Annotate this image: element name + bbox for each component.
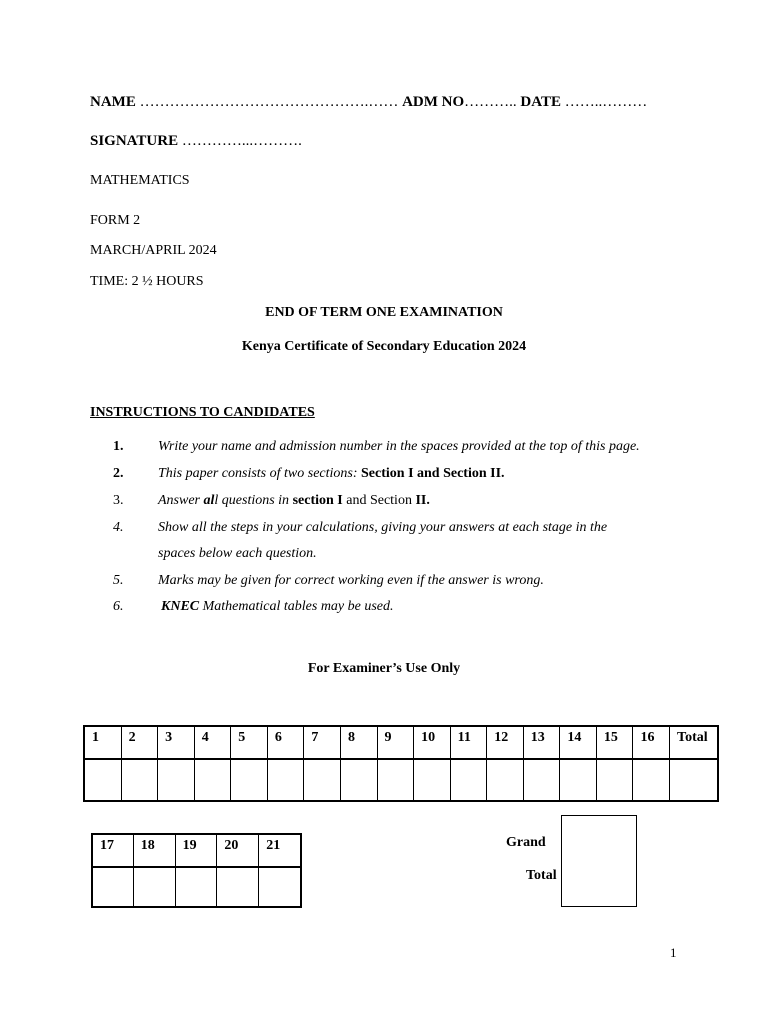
examiner-heading: For Examiner’s Use Only <box>307 661 461 676</box>
score-header-cell <box>414 726 451 759</box>
score-entry-cell[interactable] <box>633 759 670 801</box>
instruction-text: Show all the steps in your calculations, giving your answers at each stage in the <box>158 520 608 535</box>
score-header-cell <box>231 726 268 759</box>
question-number: 13 <box>530 730 545 745</box>
question-number: 8 <box>347 730 355 745</box>
score-header-cell <box>560 726 597 759</box>
score-header-cell <box>523 726 560 759</box>
score-table-main <box>83 725 719 802</box>
score-entry-cell[interactable] <box>158 759 195 801</box>
date-label: DATE <box>520 94 561 110</box>
question-number: 1 <box>92 730 99 745</box>
score-header-cell <box>175 834 217 867</box>
instruction-number: 1. <box>113 439 124 454</box>
page-number: 1 <box>670 945 677 960</box>
score-header-cell <box>259 834 301 867</box>
question-number: 2 <box>128 730 136 745</box>
subject: MATHEMATICS <box>90 173 190 188</box>
question-number: 15 <box>603 730 618 745</box>
score-header-cell <box>450 726 487 759</box>
score-header-cell <box>487 726 524 759</box>
score-entry-cell[interactable] <box>194 759 231 801</box>
score-header-cell <box>158 726 195 759</box>
score-entry-cell[interactable] <box>133 867 175 907</box>
score-entry-cell[interactable] <box>259 867 301 907</box>
signature-line <box>90 133 302 150</box>
instruction-text: KNEC Mathematical tables may be used. <box>161 599 394 614</box>
score-entry-cell[interactable] <box>450 759 487 801</box>
exam-session: MARCH/APRIL 2024 <box>90 243 217 258</box>
instructions-heading: INSTRUCTIONS TO CANDIDATES <box>90 405 315 420</box>
score-header-cell <box>670 726 718 759</box>
question-number: 21 <box>266 838 281 853</box>
adm-field[interactable]: ……….. <box>464 94 517 110</box>
question-number: 9 <box>384 730 392 745</box>
score-header-cell <box>217 834 259 867</box>
question-number: 14 <box>567 730 582 745</box>
name-line <box>90 94 647 111</box>
question-number: 20 <box>224 838 239 853</box>
score-entry-cell[interactable] <box>670 759 718 801</box>
instruction-number: 2. <box>113 466 124 481</box>
exam-title: END OF TERM ONE EXAMINATION <box>265 305 503 320</box>
score-entry-cell[interactable] <box>560 759 597 801</box>
grand-label: Grand <box>506 835 546 850</box>
question-number: 3 <box>165 730 173 745</box>
score-header-cell <box>92 834 133 867</box>
exam-time: TIME: 2 ½ HOURS <box>90 274 204 289</box>
question-number: 19 <box>182 838 197 853</box>
score-entry-cell[interactable] <box>377 759 414 801</box>
question-number: 10 <box>421 730 436 745</box>
instruction-number: 6. <box>113 599 124 614</box>
score-entry-cell[interactable] <box>523 759 560 801</box>
instruction-number: 3. <box>113 493 124 508</box>
question-number: 18 <box>140 838 155 853</box>
question-number: 16 <box>640 730 655 745</box>
score-entry-cell[interactable] <box>267 759 304 801</box>
score-entry-cell[interactable] <box>487 759 524 801</box>
score-entry-cell[interactable] <box>92 867 133 907</box>
score-entry-cell[interactable] <box>596 759 633 801</box>
question-number: 11 <box>457 730 471 745</box>
name-label: NAME <box>90 94 136 110</box>
question-number: 7 <box>311 730 319 745</box>
score-table-secondary <box>91 833 302 908</box>
question-number: 6 <box>274 730 282 745</box>
score-entry-cell[interactable] <box>217 867 259 907</box>
question-number: Total <box>677 730 708 745</box>
score-entry-cell[interactable] <box>304 759 341 801</box>
score-entry-cell[interactable] <box>231 759 268 801</box>
score-header-cell <box>121 726 158 759</box>
signature-field[interactable]: …………...………. <box>181 133 302 149</box>
score-entry-cell[interactable] <box>84 759 121 801</box>
question-number: 17 <box>100 838 114 853</box>
score-entry-cell[interactable] <box>414 759 451 801</box>
score-header-cell <box>267 726 304 759</box>
instruction-text: This paper consists of two sections: Section I and Section II. <box>158 466 505 481</box>
score-entry-cell[interactable] <box>121 759 158 801</box>
question-number: 12 <box>494 730 509 745</box>
total-label: Total <box>526 868 557 883</box>
signature-label: SIGNATURE <box>90 133 179 149</box>
score-header-cell <box>633 726 670 759</box>
instruction-text-continued: spaces below each question. <box>158 546 317 561</box>
score-header-cell <box>84 726 121 759</box>
instruction-text: Answer all questions in section I and Section II. <box>158 493 430 508</box>
question-number: 5 <box>238 730 246 745</box>
instruction-text: Marks may be given for correct working even if the answer is wrong. <box>158 573 544 588</box>
adm-label: ADM NO <box>402 94 465 110</box>
instruction-number: 5. <box>113 573 124 588</box>
score-header-cell <box>133 834 175 867</box>
date-field[interactable]: ……..……… <box>564 94 648 110</box>
score-header-cell <box>377 726 414 759</box>
form-level: FORM 2 <box>90 213 141 228</box>
grand-total-box[interactable] <box>561 815 637 907</box>
score-header-cell <box>194 726 231 759</box>
score-entry-cell[interactable] <box>175 867 217 907</box>
score-header-cell <box>304 726 341 759</box>
score-entry-cell[interactable] <box>340 759 377 801</box>
instruction-number: 4. <box>113 520 124 535</box>
question-number: 4 <box>201 730 209 745</box>
exam-subtitle: Kenya Certificate of Secondary Education 2024 <box>241 339 527 354</box>
score-header-cell <box>596 726 633 759</box>
instruction-text: Write your name and admission number in the spaces provided at the top of this page. <box>158 439 640 454</box>
name-field[interactable]: ……………………………………….…… <box>139 94 403 110</box>
score-header-cell <box>340 726 377 759</box>
